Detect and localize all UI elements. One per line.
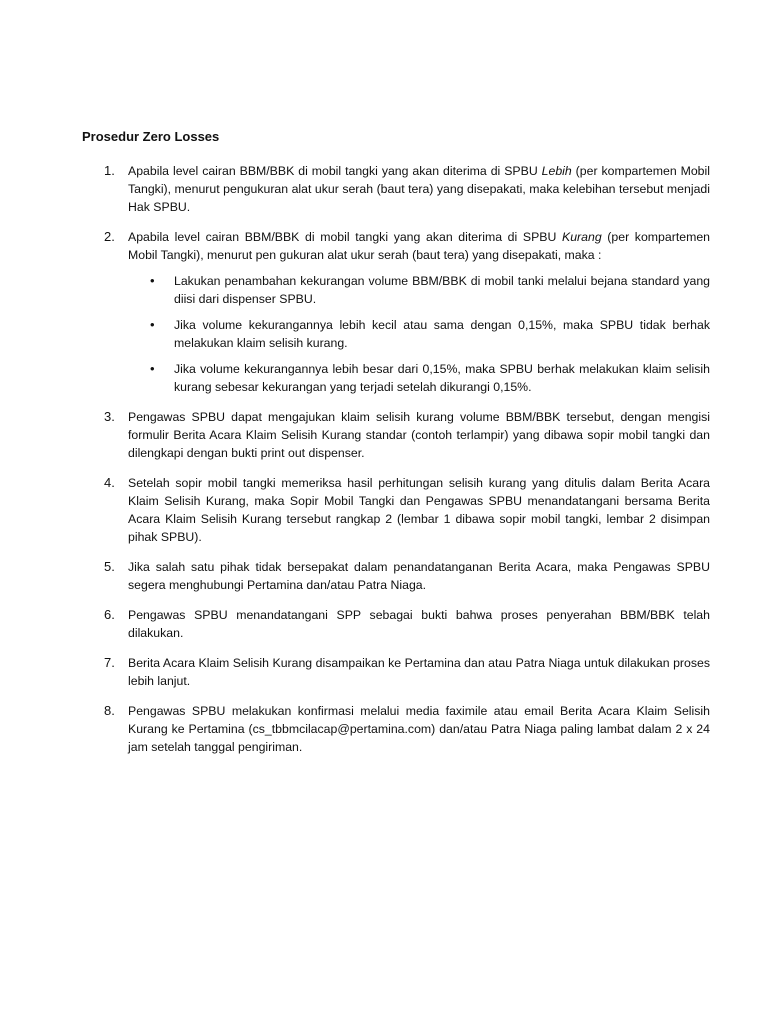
item-text-part: (per kompartemen Mobil Tangki), menurut pen gukuran alat ukur serah (baut tera) yang disepakati, maka : [128,230,710,262]
item-number: 6. [104,607,115,622]
item-number: 1. [104,163,115,178]
procedure-item-6 [0,606,768,642]
item-number: 8. [104,703,115,718]
item-text: Berita Acara Klaim Selisih Kurang disampaikan ke Pertamina dan atau Patra Niaga untuk dilakukan proses lebih lanjut. [128,656,710,688]
item-emphasis: Kurang [562,230,602,244]
item-text: Pengawas SPBU dapat mengajukan klaim selisih kurang volume BBM/BBK tersebut, dengan mengisi formulir Berita Acara Klaim Selisih Kurang standar (contoh terlampir) yang dibawa sopir mobil tangki dan dilengkapi dengan bukti print out dispenser. [128,410,710,460]
item-emphasis: Lebih [541,164,572,178]
sub-bullet-item [0,272,768,308]
procedure-item-8 [0,702,768,756]
procedure-item-7 [0,654,768,690]
item-text-part: Apabila level cairan BBM/BBK di mobil tangki yang akan diterima di SPBU [128,230,563,244]
item-text: Pengawas SPBU menandatangani SPP sebagai bukti bahwa proses penyerahan BBM/BBK telah dilakukan. [128,608,710,640]
procedure-item-2 [0,228,768,396]
procedure-item-5 [0,558,768,594]
item-text-part: (per kompartemen Mobil Tangki), menurut pengukuran alat ukur serah (baut tera) yang disepakati, maka kelebihan tersebut menjadi Hak SPBU. [128,164,710,214]
item-number: 4. [104,475,115,490]
item-number: 7. [104,655,115,670]
bullet-icon: • [150,273,155,288]
bullet-icon: • [150,317,155,332]
procedure-item-1 [0,162,768,216]
item-text [128,162,710,216]
item-text: Pengawas SPBU melakukan konfirmasi melalui media faximile atau email Berita Acara Klaim Selisih Kurang ke Pertamina (cs_tbbmcilacap@pertamina.com) dan/atau Patra Niaga paling lambat dalam 2 x 24 jam setelah tanggal pengiriman. [128,704,710,754]
sub-bullet-list [0,272,768,396]
item-text-part: Apabila level cairan BBM/BBK di mobil tangki yang akan diterima di SPBU [128,164,542,178]
procedure-item-4 [0,474,768,546]
item-text: Setelah sopir mobil tangki memeriksa hasil perhitungan selisih kurang yang ditulis dalam Berita Acara Klaim Selisih Kurang, maka Sopir Mobil Tangki dan Pengawas SPBU menandatangani bersama Berita Acara Klaim Selisih Kurang tersebut rangkap 2 (lembar 1 dibawa sopir mobil tangki, lembar 2 disimpan pihak SPBU). [128,476,710,544]
procedure-list [0,162,768,768]
procedure-item-3 [0,408,768,462]
item-text: Jika salah satu pihak tidak bersepakat dalam penandatanganan Berita Acara, maka Pengawas SPBU segera menghubungi Pertamina dan/atau Patra Niaga. [128,560,710,592]
bullet-icon: • [150,361,155,376]
sub-bullet-item [0,316,768,352]
item-number: 3. [104,409,115,424]
item-number: 2. [104,229,115,244]
bullet-text: Lakukan penambahan kekurangan volume BBM/BBK di mobil tanki melalui bejana standard yang diisi dari dispenser SPBU. [174,274,710,306]
document-title: Prosedur Zero Losses [82,129,220,144]
bullet-text: Jika volume kekurangannya lebih kecil atau sama dengan 0,15%, maka SPBU tidak berhak melakukan klaim selisih kurang. [174,318,710,350]
bullet-text: Jika volume kekurangannya lebih besar dari 0,15%, maka SPBU berhak melakukan klaim selisih kurang sebesar kekurangan yang terjadi setelah dikurangi 0,15%. [174,362,710,394]
item-text [128,228,710,264]
item-number: 5. [104,559,115,574]
sub-bullet-item [0,360,768,396]
